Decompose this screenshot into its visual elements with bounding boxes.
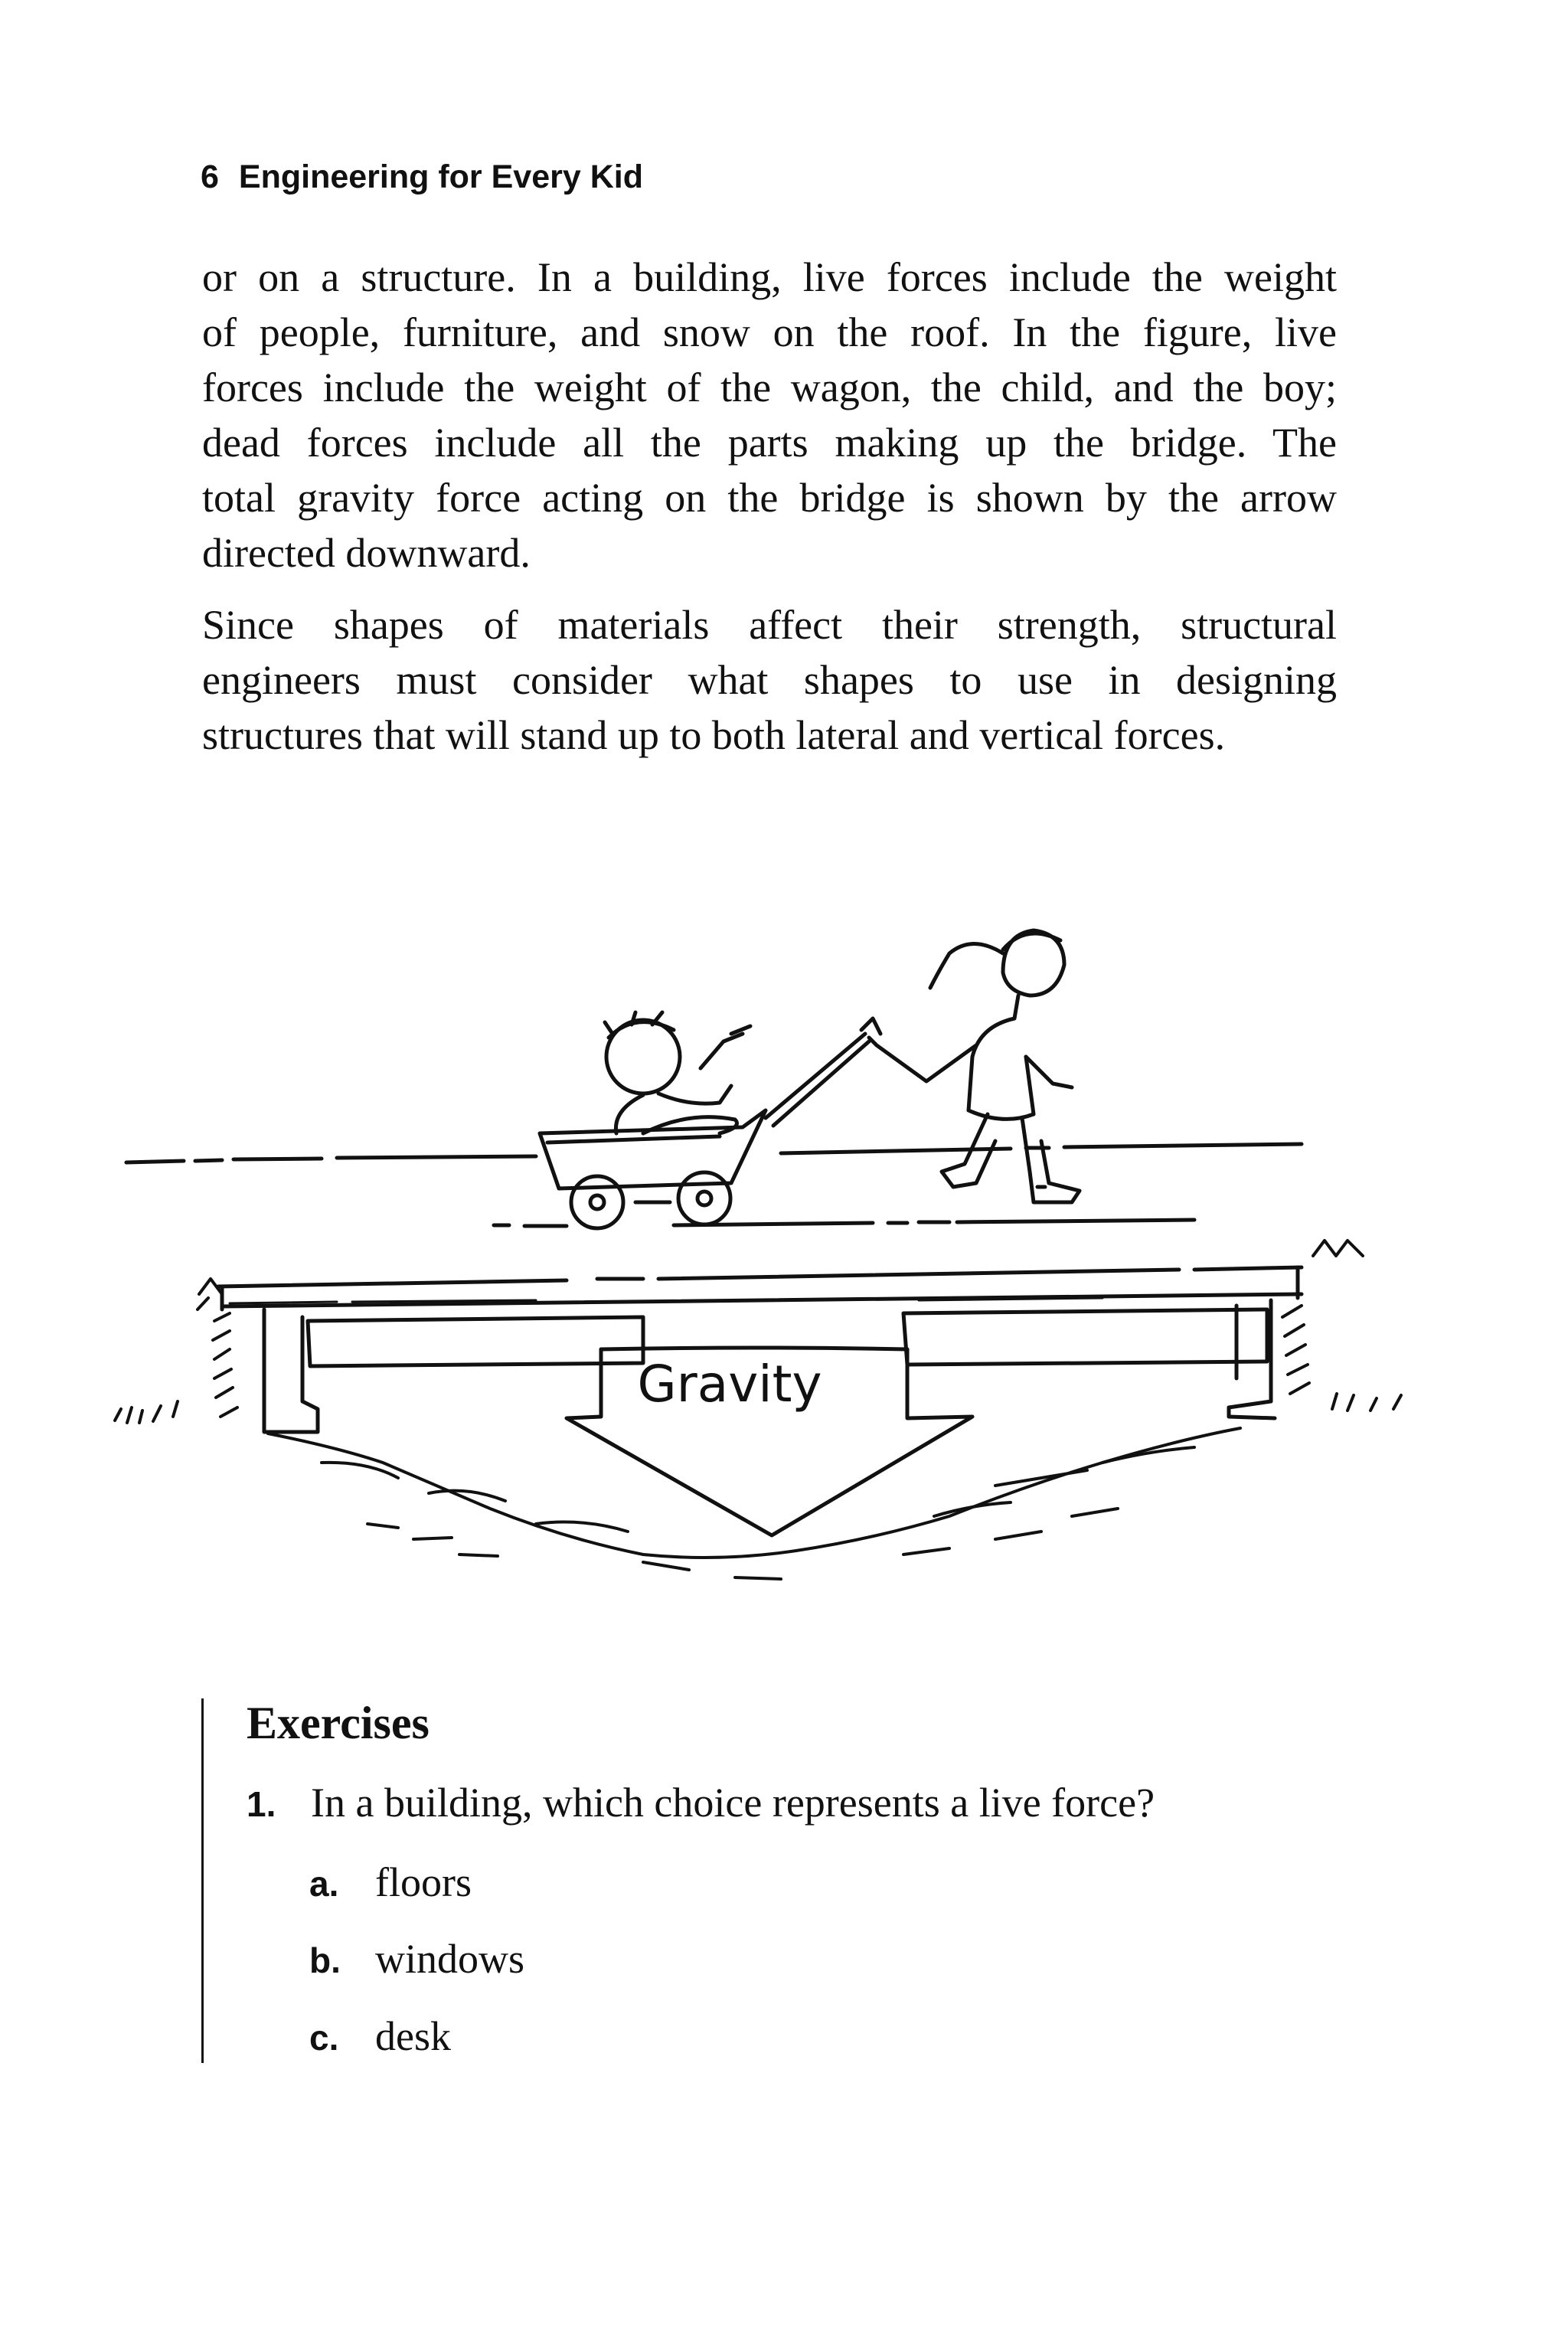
- paragraph-line: of people, furniture, and snow on the roof. In the figure, live: [202, 309, 1337, 355]
- bridge-deck: [218, 1267, 1302, 1309]
- paragraph-line: forces include the weight of the wagon, the child, and the boy;: [202, 365, 1337, 410]
- choice-letter: c.: [309, 2018, 339, 2058]
- choice-text: windows: [375, 1936, 525, 1982]
- paragraph-line: Since shapes of materials affect their strength, structural: [202, 602, 1337, 648]
- choice-c: [309, 2010, 451, 2064]
- left-abutment: [264, 1309, 643, 1432]
- girl-figure: [869, 930, 1080, 1202]
- paragraph-line: or on a structure. In a building, live forces include the weight: [202, 254, 1337, 300]
- exercises-heading: Exercises: [247, 1698, 430, 1748]
- question-number: 1.: [247, 1784, 276, 1824]
- child-figure: [605, 1012, 750, 1133]
- choice-b: [309, 1933, 524, 1986]
- gravity-label: Gravity: [637, 1355, 822, 1414]
- paragraph-live-forces: [202, 250, 1337, 580]
- choice-letter: a.: [309, 1864, 339, 1904]
- choice-a: [309, 1856, 472, 1910]
- choice-text: desk: [375, 2013, 451, 2059]
- book-title: Engineering for Every Kid: [238, 159, 643, 195]
- wagon: [540, 1018, 880, 1228]
- bridge-gravity-illustration: [107, 881, 1455, 1608]
- running-head: [201, 156, 643, 198]
- paragraph-line: directed downward.: [202, 530, 531, 576]
- paragraph-line: structures that will stand up to both lateral and vertical forces.: [202, 712, 1226, 758]
- choice-text: floors: [375, 1859, 472, 1905]
- paragraph-line: total gravity force acting on the bridge is shown by the arrow: [202, 475, 1337, 521]
- paragraph-line: dead forces include all the parts making up the bridge. The: [202, 420, 1337, 466]
- right-abutment: [903, 1300, 1275, 1418]
- paragraph-shapes: [202, 597, 1337, 763]
- question-text: In a building, which choice represents a live force?: [311, 1780, 1155, 1826]
- question-1: [247, 1777, 1155, 1830]
- paragraph-line: engineers must consider what shapes to use in designing: [202, 657, 1337, 703]
- exercises-sidebar-rule: [201, 1698, 204, 2063]
- page-number: 6: [201, 159, 219, 195]
- choice-letter: b.: [309, 1940, 341, 1980]
- bridge-drawing: [107, 881, 1455, 1608]
